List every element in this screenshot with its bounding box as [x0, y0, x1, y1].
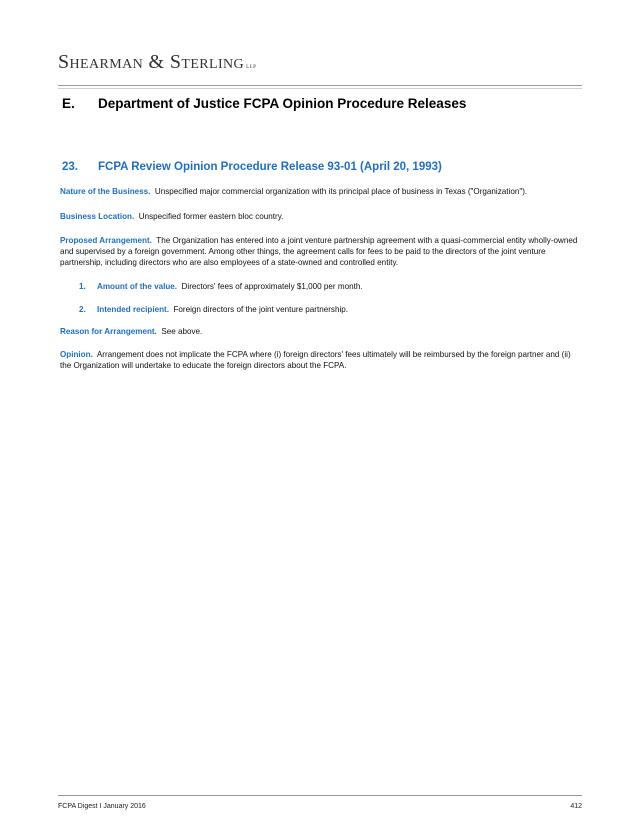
- firm-logo: [58, 51, 256, 74]
- nature-text: Unspecified major commercial organization with its principal place of business in Texas ("Organization").: [154, 187, 528, 196]
- reason-text: See above.: [161, 327, 203, 336]
- footer-title: FCPA Digest I January 2016: [58, 803, 146, 810]
- list-item-number: 2.: [79, 305, 86, 314]
- list-item-text: Directors' fees of approximately $1,000 per month.: [181, 282, 363, 291]
- arrangement-paragraph: [60, 235, 582, 268]
- location-paragraph: [60, 211, 582, 222]
- list-item-number: 1.: [79, 282, 86, 291]
- opinion-label: Opinion.: [60, 350, 93, 359]
- nature-label: Nature of the Business.: [60, 187, 151, 196]
- location-label: Business Location.: [60, 212, 135, 221]
- list-item-label: Amount of the value.: [97, 282, 178, 291]
- section-title: Department of Justice FCPA Opinion Procedure Releases: [98, 96, 467, 111]
- opinion-text: Arrangement does not implicate the FCPA where (i) foreign directors' fees ultimately will be reimbursed by the foreign partner and (ii) the Organization will undertake to educate the foreign directors about the FCPA.: [60, 350, 571, 370]
- arrangement-text: The Organization has entered into a joint venture partnership agreement with a quasi-commercial entity wholly-owned and supervised by a foreign government. Among other things, the agreement calls for fees to be paid to the directors of the joint venture partnership, including directors who are also employees of a state-owned and controlled entity.: [60, 236, 578, 267]
- reason-label: Reason for Arrangement.: [60, 327, 157, 336]
- header-divider: [58, 85, 582, 89]
- section-letter: E.: [62, 96, 75, 111]
- list-item: [79, 304, 348, 315]
- location-text: Unspecified former eastern bloc country.: [138, 212, 284, 221]
- list-item-text: Foreign directors of the joint venture partnership.: [173, 305, 349, 314]
- subsection-title: FCPA Review Opinion Procedure Release 93-01 (April 20, 1993): [98, 161, 442, 173]
- opinion-paragraph: [60, 349, 582, 371]
- footer-divider: [58, 795, 582, 796]
- nature-paragraph: [60, 186, 582, 197]
- list-item: [79, 281, 363, 292]
- reason-paragraph: [60, 326, 582, 337]
- subsection-heading: [62, 161, 442, 173]
- subsection-number: 23.: [62, 161, 78, 173]
- page-number: 412: [570, 803, 582, 810]
- section-heading: [62, 96, 466, 111]
- firm-name: Shearman & Sterling: [58, 51, 245, 73]
- list-item-label: Intended recipient.: [97, 305, 169, 314]
- firm-suffix: llp: [246, 62, 257, 70]
- arrangement-label: Proposed Arrangement.: [60, 236, 152, 245]
